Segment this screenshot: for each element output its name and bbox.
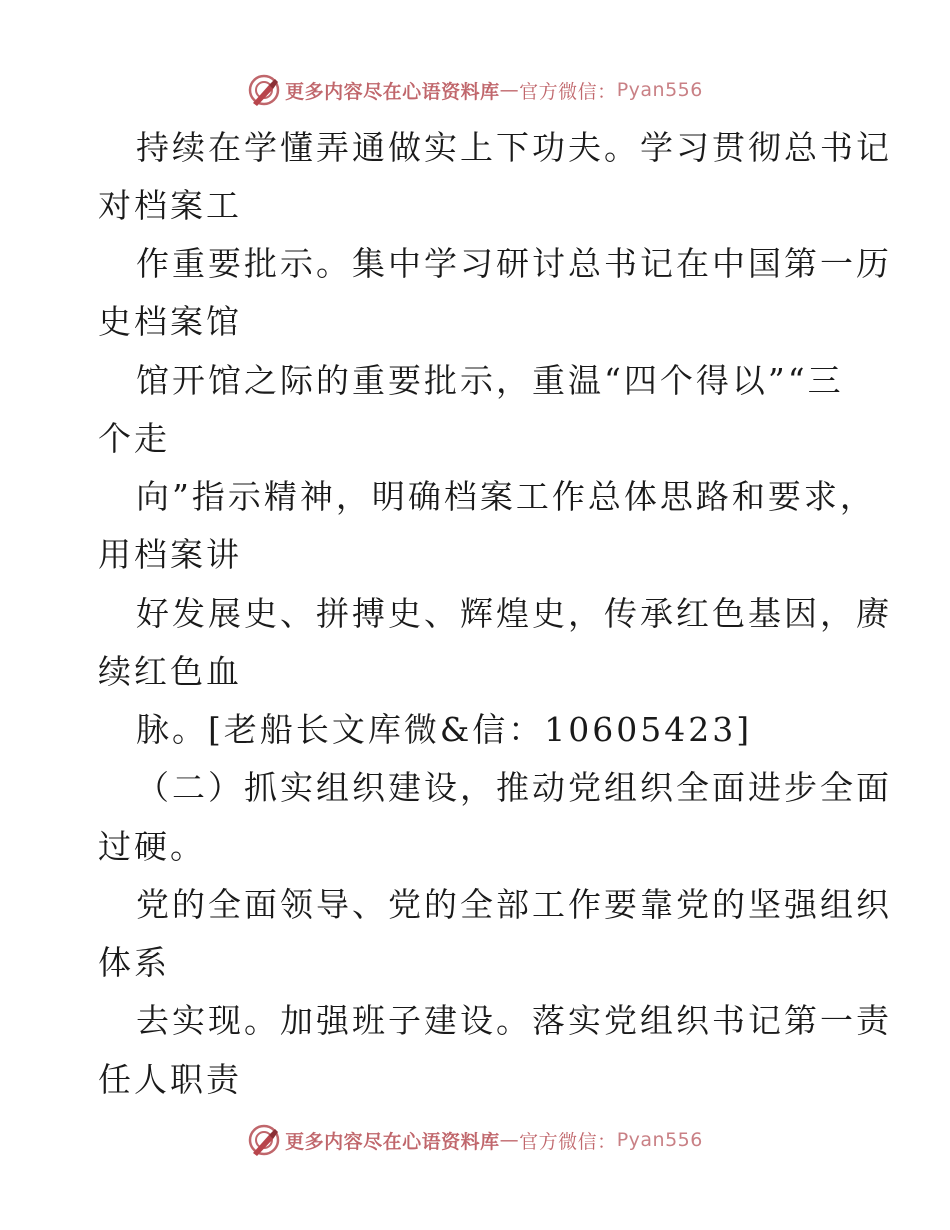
text-line: 馆开馆之际的重要批示，重温“四个得以”“三 — [136, 361, 844, 400]
watermark-suffix: 官方微信： — [519, 1130, 617, 1153]
text-line: 作重要批示。集中学习研讨总书记在中国第一历 — [136, 244, 892, 283]
text-line: 党的全面领导、党的全部工作要靠党的坚强组织 — [136, 885, 892, 924]
text-line: 去实现。加强班子建设。落实党组织书记第一责 — [136, 1001, 892, 1040]
watermark-dash: — — [499, 79, 520, 101]
watermark-main-text: 更多内容尽在心语资料库 — [285, 80, 500, 103]
text-line: 用档案讲 — [98, 535, 242, 574]
footer-watermark — [0, 1120, 950, 1160]
watermark-id: Pyan556 — [616, 79, 703, 101]
text-line: 脉。[老船长文库微&信：10605423] — [136, 710, 753, 749]
header-watermark — [0, 70, 950, 110]
text-line: （二）抓实组织建设，推动党组织全面进步全面 — [136, 768, 892, 807]
text-line: 个走 — [98, 419, 170, 458]
text-line: 体系 — [98, 943, 170, 982]
watermark-main-text: 更多内容尽在心语资料库 — [285, 1130, 500, 1153]
text-line: 好发展史、拼搏史、辉煌史，传承红色基因，赓 — [136, 594, 892, 633]
text-line: 续红色血 — [98, 652, 242, 691]
text-line: 过硬。 — [98, 827, 206, 866]
text-line: 任人职责 — [98, 1060, 242, 1099]
pen-logo-icon — [247, 73, 281, 107]
watermark-id: Pyan556 — [616, 1129, 703, 1151]
watermark-dash: — — [499, 1129, 520, 1151]
text-line: 持续在学懂弄通做实上下功夫。学习贯彻总书记 — [136, 128, 892, 167]
pen-logo-icon — [247, 1123, 281, 1157]
text-line: 对档案工 — [98, 186, 242, 225]
text-line: 史档案馆 — [98, 302, 242, 341]
text-line: 向”指示精神，明确档案工作总体思路和要求， — [136, 477, 876, 516]
watermark-suffix: 官方微信： — [519, 80, 617, 103]
